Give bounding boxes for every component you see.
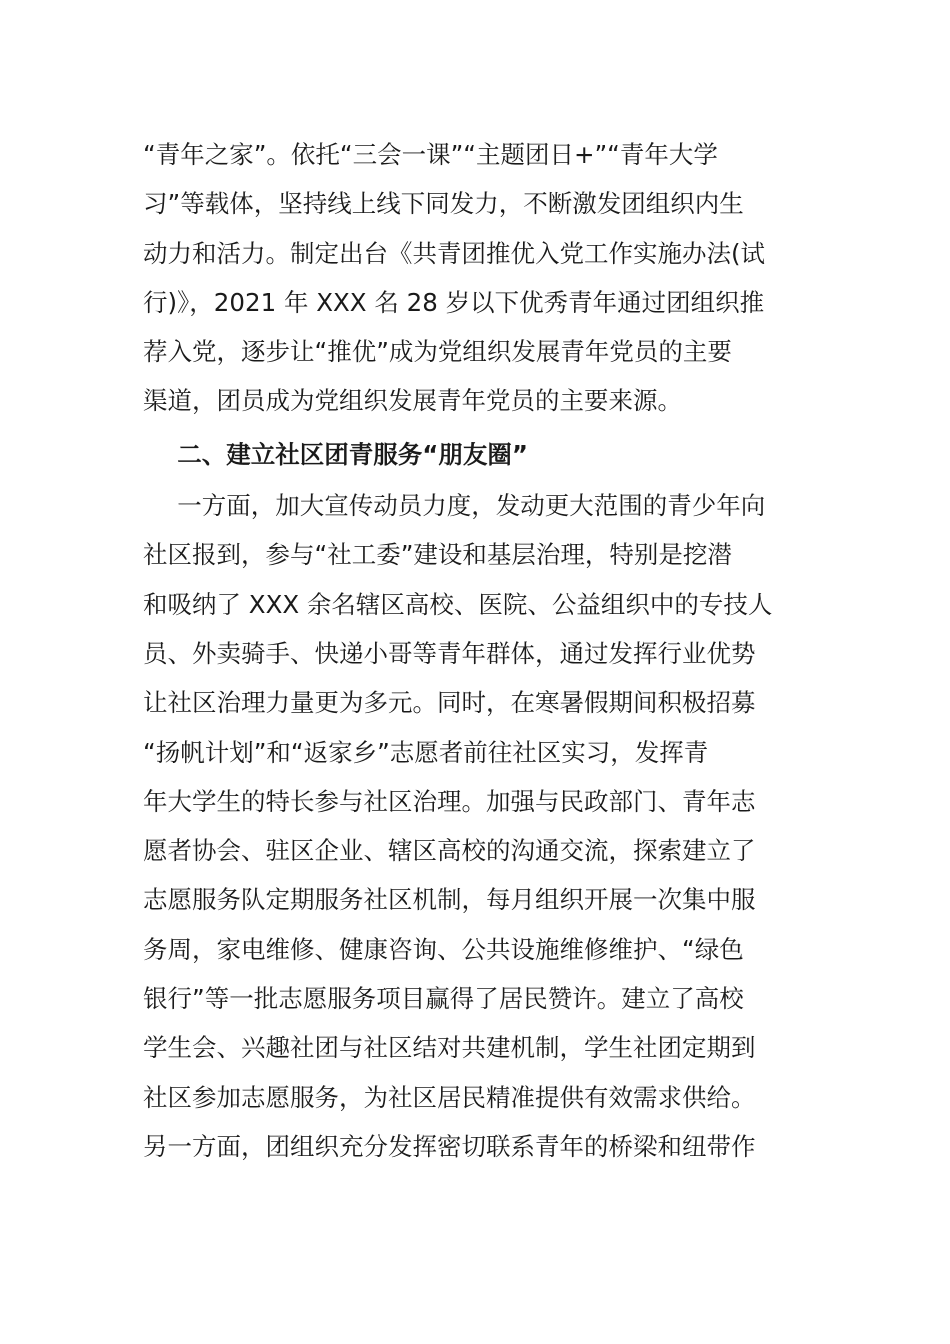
section-heading: 二、建立社区团青服务“朋友圈”	[177, 439, 528, 469]
document-body	[143, 130, 811, 1171]
body-paragraph-2: 一方面，加大宣传动员力度，发动更大范围的青少年向 社区报到，参与“社工委”建设和基层治理，特别是挖潜 和吸纳了 XXX 余名辖区高校、医院、公益组织中的专技人 员、外卖骑手、快递小哥等青年群体，通过发挥行业优势 让社区治理力量更为多元。同时，在寒暑假期间积极招募 “扬帆计划”和“返家乡”志愿者前往社区实习，发挥青 年大学生的特长参与社区治理。加强与民政部门、青年志 愿者协会、驻区企业、辖区高校的沟通交流，探索建立了 志愿服务队定期服务社区机制，每月组织开展一次集中服 务周，家电维修、健康咨询、公共设施维修维护、“绿色 银行”等一批志愿服务项目赢得了居民赞许。建立了高校 学生会、兴趣社团与社区结对共建机制，学生社团定期到 社区参加志愿服务，为社区居民精准提供有效需求供给。 另一方面，团组织充分发挥密切联系青年的桥梁和纽带作	[143, 491, 773, 1161]
body-paragraph-1: “青年之家”。依托“三会一课”“主题团日+”“青年大学 习”等载体，坚持线上线下同发力，不断激发团组织内生 动力和活力。制定出台《共青团推优入党工作实施办法(试 行)》，2021 年 XXX 名 28 岁以下优秀青年通过团组织推 荐入党，逐步让“推优”成为党组织发展青年党员的主要 渠道，团员成为党组织发展青年党员的主要来源。	[143, 140, 766, 416]
